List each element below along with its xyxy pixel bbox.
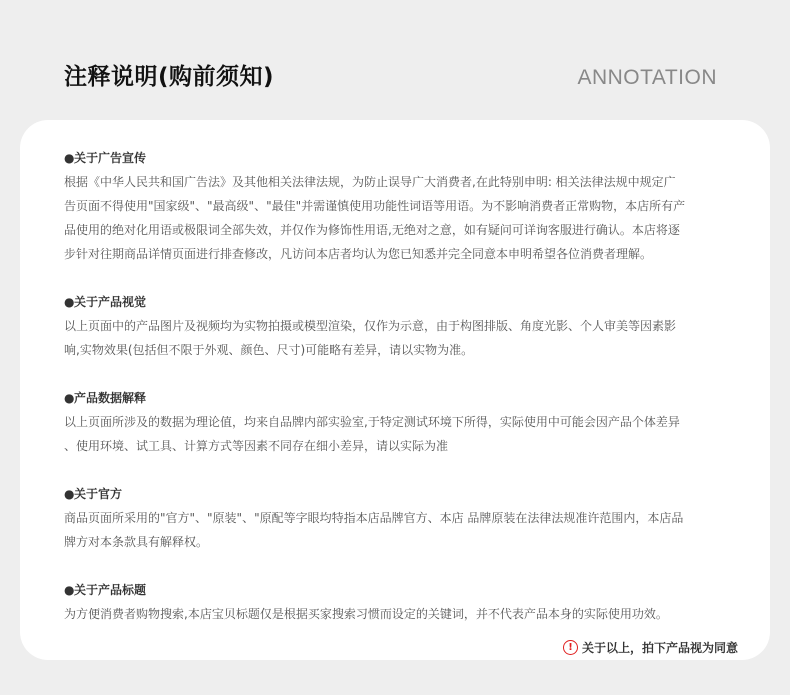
body-line: 商品页面所采用的"官方"、"原装"、"原配等字眼均特指本店品牌官方、本店 品牌原装在法律法规准许范围内，本店品 [64, 511, 684, 525]
section-body [64, 314, 734, 362]
section-advertising [64, 146, 734, 266]
body-line: 根据《中华人民共和国广告法》及其他相关法律法规，为防止误导广大消费者,在此特别申明: 相关法律法规中规定广 [64, 175, 676, 189]
section-body [64, 410, 734, 458]
section-heading [64, 290, 734, 314]
section-heading [64, 482, 734, 506]
bullet-icon: ● [64, 295, 75, 309]
page-subtitle: ANNOTATION [577, 66, 717, 89]
body-line: 告页面不得使用"国家级"、"最高级"、"最佳"并需谨慎使用功能性词语等用语。为不影响消费者正常购物，本店所有产 [64, 199, 686, 213]
section-heading-text: 关于产品标题 [74, 583, 147, 597]
section-heading-text: 产品数据解释 [74, 391, 147, 405]
section-official [64, 482, 734, 554]
section-heading-text: 关于产品视觉 [74, 295, 147, 309]
section-heading [64, 578, 734, 602]
body-line: 步针对往期商品详情页面进行排查修改，凡访问本店者均认为您已知悉并完全同意本申明希望各位消费者理解。 [64, 247, 653, 261]
page-title: 注释说明(购前须知) [64, 64, 275, 90]
body-line: 响,实物效果(包括但不限于外观、颜色、尺寸)可能略有差异，请以实物为准。 [64, 343, 474, 357]
section-heading [64, 146, 734, 170]
section-body [64, 170, 734, 266]
body-line: 牌方对本条款具有解释权。 [64, 535, 209, 549]
section-body [64, 506, 734, 554]
section-visuals [64, 290, 734, 362]
bullet-icon: ● [64, 391, 75, 405]
alert-icon: ! [563, 640, 578, 655]
section-heading-text: 关于官方 [74, 487, 123, 501]
agreement-note [563, 639, 738, 656]
section-body [64, 602, 734, 626]
body-line: 以上页面所涉及的数据为理论值，均来自品牌内部实验室,于特定测试环境下所得，实际使用中可能会因产品个体差异 [64, 415, 680, 429]
section-heading [64, 386, 734, 410]
bullet-icon: ● [64, 487, 75, 501]
section-heading-text: 关于广告宣传 [74, 151, 147, 165]
annotation-card [20, 120, 770, 660]
bullet-icon: ● [64, 583, 75, 597]
sections-list [64, 146, 734, 650]
section-data [64, 386, 734, 458]
body-line: 为方便消费者购物搜索,本店宝贝标题仅是根据买家搜索习惯而设定的关键词，并不代表产品本身的实际使用功效。 [64, 607, 668, 621]
bullet-icon: ● [64, 151, 75, 165]
body-line: 、使用环境、试工具、计算方式等因素不同存在细小差异，请以实际为准 [64, 439, 449, 453]
body-line: 以上页面中的产品图片及视频均为实物拍摄或模型渲染，仅作为示意，由于构图排版、角度光影、个人审美等因素影 [64, 319, 677, 333]
section-title [64, 578, 734, 626]
body-line: 品使用的绝对化用语或极限词全部失效，并仅作为修饰性用语,无绝对之意，如有疑问可详询客服进行确认。本店将逐 [64, 223, 680, 237]
agreement-note-text: 关于以上，拍下产品视为同意 [581, 641, 738, 655]
